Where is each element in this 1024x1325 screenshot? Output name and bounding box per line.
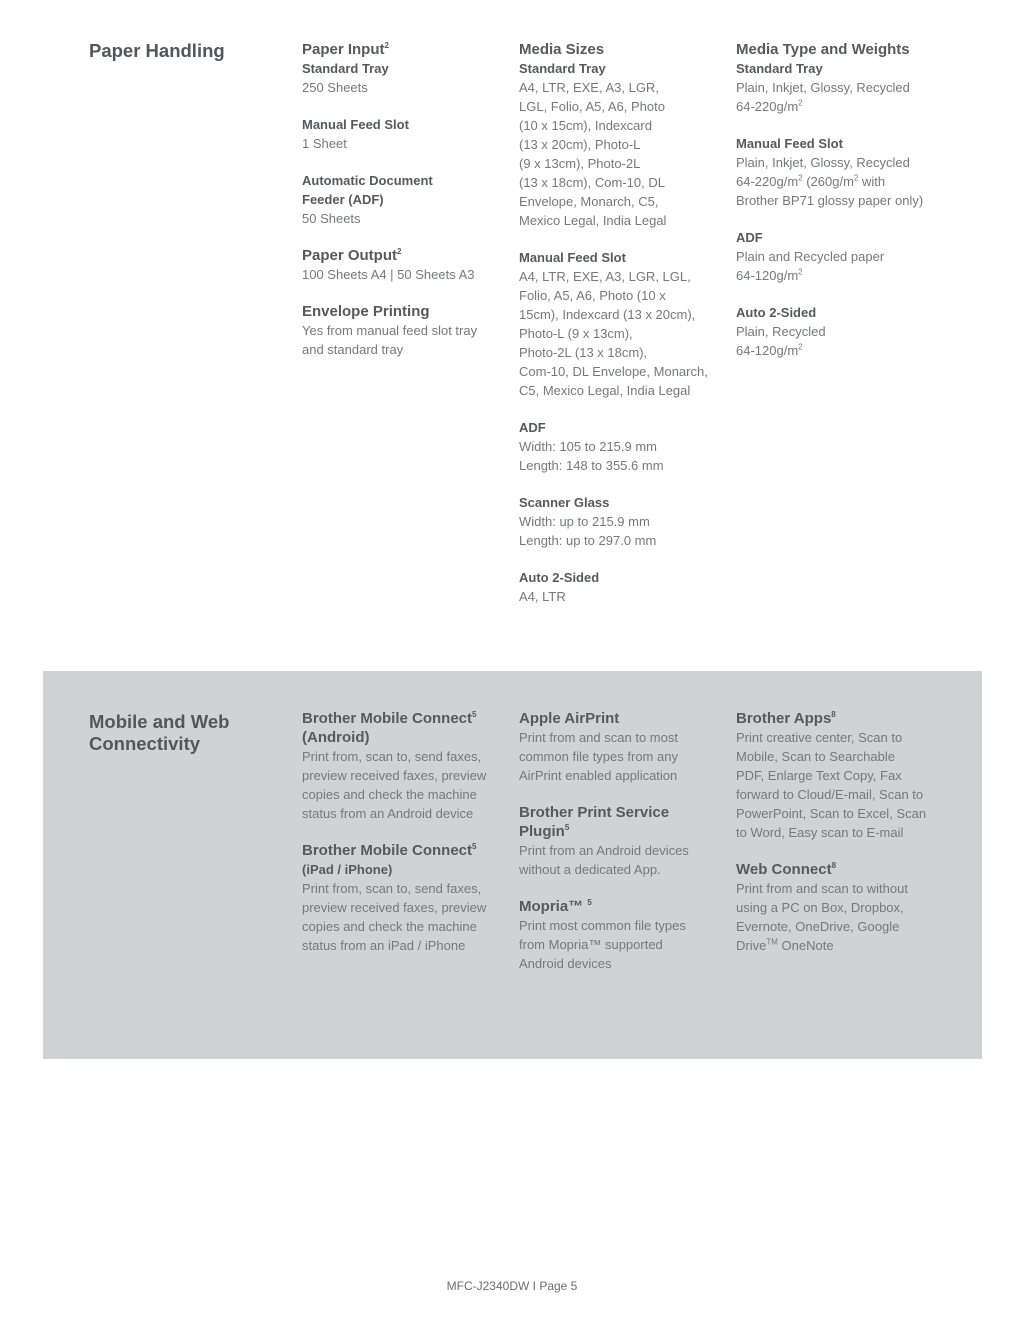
mobile-connect-android-heading: Brother Mobile Connect$^5$ xyxy=(302,710,477,727)
manual-size-line: Photo-L (9 x 13cm), xyxy=(519,326,633,341)
android-desc-line: copies and check the machine xyxy=(302,787,477,802)
ios-desc-line: status from an iPad / iPhone xyxy=(302,938,466,953)
manual-feed-heading: Manual Feed Slot xyxy=(519,250,626,265)
media-type-heading: Media Type and Weights xyxy=(736,41,910,58)
ios-desc-line: copies and check the machine xyxy=(302,919,477,934)
mopria-desc-line: from Mopria™ supported xyxy=(519,937,663,952)
print-service-plugin-heading-line2: Plugin$^5$ xyxy=(519,823,570,840)
duplex-media-types: Plain, Recycled xyxy=(736,324,826,339)
adf-heading: ADF xyxy=(519,420,546,435)
adf-capacity: 50 Sheets xyxy=(302,211,361,226)
android-desc-line: Print from, scan to, send faxes, xyxy=(302,749,482,764)
android-desc-line: preview received faxes, preview xyxy=(302,768,487,783)
android-label: (Android) xyxy=(302,729,370,746)
airprint-desc-line: AirPrint enabled application xyxy=(519,768,678,783)
paper-output-heading: Paper Output$^2$ xyxy=(302,247,402,264)
android-desc-line: status from an Android device xyxy=(302,806,474,821)
std-media-weight: $64-220g/m^2$ xyxy=(736,98,803,114)
airprint-heading: Apple AirPrint xyxy=(519,710,620,727)
media-sizes-column xyxy=(519,40,734,606)
plugin-desc-line: Print from an Android devices xyxy=(519,843,689,858)
mobile-connect-column xyxy=(302,709,517,955)
adf-heading-line1: Automatic Document xyxy=(302,173,433,188)
paper-input-column xyxy=(302,40,517,359)
print-services-column xyxy=(519,709,734,973)
apps-desc-line: PowerPoint, Scan to Excel, Scan xyxy=(736,806,927,821)
adf-media-weight: $64-120g/m^2$ xyxy=(736,267,803,283)
manual-size-line: 15cm), Indexcard (13 x 20cm), xyxy=(519,307,696,322)
apps-desc-line: Print creative center, Scan to xyxy=(736,730,903,745)
manual-feed-capacity: 1 Sheet xyxy=(302,136,347,151)
manual-size-line: Photo-2L (13 x 18cm), xyxy=(519,345,648,360)
web-desc-line: Print from and scan to without xyxy=(736,881,908,896)
std-size-line: (9 x 13cm), Photo-2L xyxy=(519,156,641,171)
std-size-line: (10 x 15cm), Indexcard xyxy=(519,118,652,133)
manual-size-line: C5, Mexico Legal, India Legal xyxy=(519,383,691,398)
manual-media-note: Brother BP71 glossy paper only) xyxy=(736,193,924,208)
airprint-desc-line: Print from and scan to most xyxy=(519,730,678,745)
standard-tray-heading: Standard Tray xyxy=(519,61,606,76)
adf-media-types: Plain and Recycled paper xyxy=(736,249,885,264)
brother-apps-heading: Brother Apps$^8$ xyxy=(736,710,836,727)
paper-input-heading: Paper Input$^2$ xyxy=(302,41,389,58)
web-desc-line: Drive™ OneNote xyxy=(736,937,834,953)
media-sizes-heading: Media Sizes xyxy=(519,41,605,58)
standard-tray-heading: Standard Tray xyxy=(736,61,823,76)
media-type-column xyxy=(736,40,976,360)
page-footer: MFC-J2340DW I Page 5 xyxy=(446,1279,578,1293)
apps-desc-line: forward to Cloud/E-mail, Scan to xyxy=(736,787,924,802)
manual-feed-heading: Manual Feed Slot xyxy=(736,136,843,151)
adf-length: Length: 148 to 355.6 mm xyxy=(519,458,664,473)
manual-feed-heading: Manual Feed Slot xyxy=(302,117,409,132)
plugin-desc-line: without a dedicated App. xyxy=(519,862,661,877)
section-title-paper-handling: Paper Handling xyxy=(89,40,225,61)
adf-heading: ADF xyxy=(736,230,763,245)
std-size-line: (13 x 20cm), Photo-L xyxy=(519,137,641,152)
auto-2-sided-sizes: A4, LTR xyxy=(519,589,566,604)
manual-media-types: Plain, Inkjet, Glossy, Recycled xyxy=(736,155,910,170)
ios-desc-line: Print from, scan to, send faxes, xyxy=(302,881,482,896)
section-title-mobile: Mobile and Web Connectivity xyxy=(89,711,230,754)
airprint-desc-line: common file types from any xyxy=(519,749,678,764)
scanner-glass-width: Width: up to 215.9 mm xyxy=(519,514,650,529)
envelope-printing-line2: and standard tray xyxy=(302,342,404,357)
manual-size-line: Folio, A5, A6, Photo (10 x xyxy=(519,288,666,303)
std-media-types: Plain, Inkjet, Glossy, Recycled xyxy=(736,80,910,95)
apps-desc-line: Mobile, Scan to Searchable xyxy=(736,749,895,764)
standard-tray-heading: Standard Tray xyxy=(302,61,389,76)
std-size-line: A4, LTR, EXE, A3, LGR, xyxy=(519,80,659,95)
mobile-connect-ios-heading: Brother Mobile Connect$^5$ xyxy=(302,842,477,859)
auto-2-sided-heading: Auto 2-Sided xyxy=(736,305,817,320)
paper-output-capacity: 100 Sheets A4 | 50 Sheets A3 xyxy=(302,267,475,282)
auto-2-sided-heading: Auto 2-Sided xyxy=(519,570,600,585)
std-size-line: Envelope, Monarch, C5, xyxy=(519,194,659,209)
ios-label: (iPad / iPhone) xyxy=(302,862,393,877)
scanner-glass-heading: Scanner Glass xyxy=(519,495,610,510)
web-desc-line: Evernote, OneDrive, Google xyxy=(736,919,900,934)
brother-apps-column xyxy=(736,709,976,955)
mopria-desc-line: Android devices xyxy=(519,956,612,971)
manual-media-weight: $64-220g/m^2$ ($260g/m^2$ with xyxy=(736,173,886,189)
std-size-line: (13 x 18cm), Com-10, DL xyxy=(519,175,665,190)
manual-size-line: A4, LTR, EXE, A3, LGR, LGL, xyxy=(519,269,691,284)
apps-desc-line: PDF, Enlarge Text Copy, Fax xyxy=(736,768,902,783)
scanner-glass-length: Length: up to 297.0 mm xyxy=(519,533,657,548)
standard-tray-capacity: 250 Sheets xyxy=(302,80,368,95)
adf-width: Width: 105 to 215.9 mm xyxy=(519,439,658,454)
web-connect-heading: Web Connect$^8$ xyxy=(736,861,837,878)
ios-desc-line: preview received faxes, preview xyxy=(302,900,487,915)
duplex-media-weight: $64-120g/m^2$ xyxy=(736,342,803,358)
std-size-line: LGL, Folio, A5, A6, Photo xyxy=(519,99,665,114)
std-size-line: Mexico Legal, India Legal xyxy=(519,213,667,228)
adf-heading-line2: Feeder (ADF) xyxy=(302,192,384,207)
manual-size-line: Com-10, DL Envelope, Monarch, xyxy=(519,364,708,379)
envelope-printing-line1: Yes from manual feed slot tray xyxy=(302,323,478,338)
envelope-printing-heading: Envelope Printing xyxy=(302,303,430,320)
apps-desc-line: to Word, Easy scan to E-mail xyxy=(736,825,904,840)
web-desc-line: using a PC on Box, Dropbox, xyxy=(736,900,904,915)
print-service-plugin-heading-line1: Brother Print Service xyxy=(519,804,670,821)
mopria-heading: Mopria™ $^5$ xyxy=(519,898,592,915)
mopria-desc-line: Print most common file types xyxy=(519,918,686,933)
